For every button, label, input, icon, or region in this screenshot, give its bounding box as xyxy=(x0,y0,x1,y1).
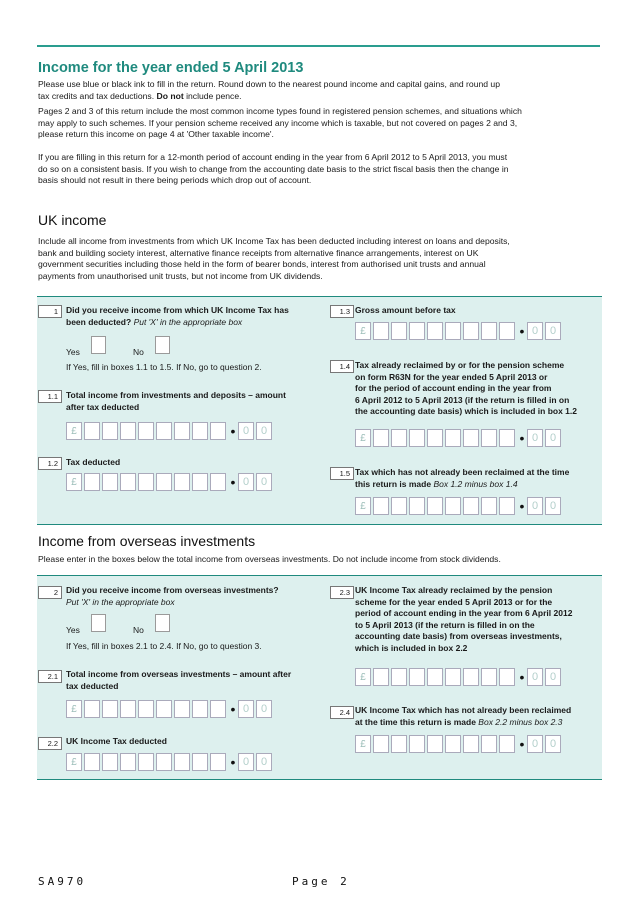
box-2-2-label: UK Income Tax deducted xyxy=(66,736,167,746)
question-number: 1.1 xyxy=(38,390,62,403)
question-number: 1.5 xyxy=(330,467,354,480)
box-1-5-amount[interactable]: £ • 0 0 xyxy=(355,497,563,515)
top-rule xyxy=(37,45,600,47)
box-1-4-amount[interactable]: £ • 0 0 xyxy=(355,429,563,447)
question-number: 2.4 xyxy=(330,706,354,719)
page-number: Page 2 xyxy=(292,875,350,888)
yes-label: Yes xyxy=(66,625,80,635)
question-1-text: Did you receive income from which UK Income Tax has been deducted? Put 'X' in the appropriate box xyxy=(66,305,289,327)
overseas-description: Please enter in the boxes below the total income from overseas investments. Do not include income from stock dividends. xyxy=(38,554,501,564)
intro-paragraph-3: If you are filling in this return for a 12-month period of account ending in the year from 6 April 2012 to 5 April 2013, you must do so on a consistent basis. If you wish to change from the accounting date basis to the strict fiscal basis then the change in basis should not result in there being periods which drop out of account. xyxy=(38,152,509,186)
form-code: SA970 xyxy=(38,875,87,888)
uk-income-description: Include all income from investments from which UK Income Tax has been deducted including interest on loans and deposits, bank and building society interest, alternative finance receipts from alternative finance arrangements, interest on UK government securities including those held in the form of bearer bonds, interest from authorised unit trusts and annual payments from unauthorised unit trusts, but not income from UK dividends. xyxy=(38,236,510,281)
box-2-4-amount[interactable]: £ • 0 0 xyxy=(355,735,563,753)
box-2-1-amount[interactable]: £ • 0 0 xyxy=(66,700,274,718)
box-2-3-amount[interactable]: £ • 0 0 xyxy=(355,668,563,686)
pound-sign: £ xyxy=(66,700,82,718)
question-2-note: If Yes, fill in boxes 2.1 to 2.4. If No, go to question 3. xyxy=(66,641,262,651)
overseas-heading: Income from overseas investments xyxy=(38,533,256,549)
question-number: 1 xyxy=(38,305,62,318)
question-number: 1.2 xyxy=(38,457,62,470)
question-number: 2.2 xyxy=(38,737,62,750)
box-2-1-label: Total income from overseas investments – amount after tax deducted xyxy=(66,669,292,691)
pound-sign: £ xyxy=(66,753,82,771)
pound-sign: £ xyxy=(66,422,82,440)
box-1-2-amount[interactable]: £ • 0 0 xyxy=(66,473,274,491)
box-1-3-label: Gross amount before tax xyxy=(355,305,456,315)
box-2-2-amount[interactable]: £ • 0 0 xyxy=(66,753,274,771)
no-checkbox[interactable] xyxy=(155,614,170,632)
question-1-note: If Yes, fill in boxes 1.1 to 1.5. If No, go to question 2. xyxy=(66,362,262,372)
pound-sign: £ xyxy=(355,322,371,340)
box-1-1-amount[interactable]: £ • 0 0 xyxy=(66,422,274,440)
no-label: No xyxy=(133,625,144,635)
pound-sign: £ xyxy=(355,668,371,686)
question-2-text: Did you receive income from overseas investments? Put 'X' in the appropriate box xyxy=(66,585,279,607)
box-1-1-label: Total income from investments and deposits – amount after tax deducted xyxy=(66,390,286,412)
pound-sign: £ xyxy=(66,473,82,491)
no-checkbox[interactable] xyxy=(155,336,170,354)
box-2-3-label: UK Income Tax already reclaimed by the pension scheme for the year ended 5 April 2013 or for the period of account ending in the year from 6 April 2012 to 5 April 2013 (if the return is filled in on the accounting date basis) from overseas investments, which is included in box 2.2 xyxy=(355,585,573,653)
yes-label: Yes xyxy=(66,347,80,357)
question-number: 2.3 xyxy=(330,586,354,599)
intro-paragraph-2: Pages 2 and 3 of this return include the most common income types found in registered pension schemes, and situations which may apply to such schemes. If your pension scheme received any income which is taxable, but not covered on pages 2 and 3, please return this income on page 4 at 'Other taxable income'. xyxy=(38,106,522,140)
box-1-4-label: Tax already reclaimed by or for the pension scheme on form R63N for the year ended 5 April 2013 or for the period of account ending in the year from 6 April 2012 to 5 April 2013 (if the return is filled in on the accounting date basis) which is included in box 1.2 xyxy=(355,360,577,416)
question-number: 1.3 xyxy=(330,305,354,318)
yes-checkbox[interactable] xyxy=(91,336,106,354)
intro-paragraph-1: Please use blue or black ink to fill in the return. Round down to the nearest pound income and capital gains, and round up tax credits and tax deductions. Do not include pence. xyxy=(38,79,500,101)
no-label: No xyxy=(133,347,144,357)
box-2-4-label: UK Income Tax which has not already been reclaimed at the time this return is made Box 2.2 minus box 2.3 xyxy=(355,705,572,727)
box-1-3-amount[interactable]: £ • 0 0 xyxy=(355,322,563,340)
box-1-5-label: Tax which has not already been reclaimed at the time this return is made Box 1.2 minus box 1.4 xyxy=(355,467,570,489)
question-number: 2.1 xyxy=(38,670,62,683)
question-number: 2 xyxy=(38,586,62,599)
question-number: 1.4 xyxy=(330,360,354,373)
pound-sign: £ xyxy=(355,735,371,753)
uk-income-heading: UK income xyxy=(38,212,107,228)
pound-sign: £ xyxy=(355,497,371,515)
page-title: Income for the year ended 5 April 2013 xyxy=(38,60,304,76)
yes-checkbox[interactable] xyxy=(91,614,106,632)
box-1-2-label: Tax deducted xyxy=(66,457,121,467)
pound-sign: £ xyxy=(355,429,371,447)
